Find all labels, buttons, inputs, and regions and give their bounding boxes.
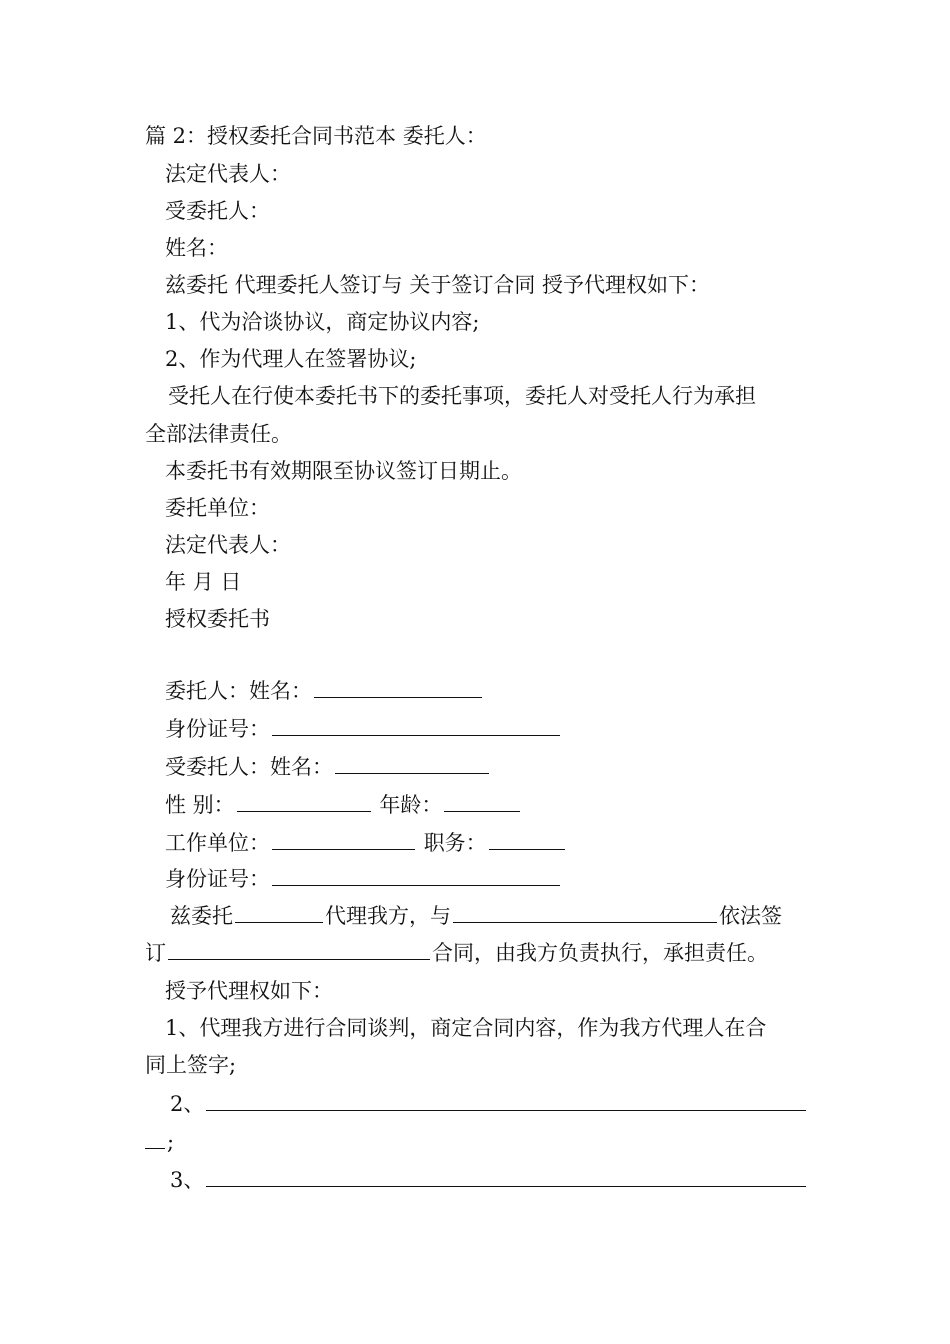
principal-name-row	[165, 673, 484, 710]
grant-item-3-label: 3、	[170, 1168, 205, 1192]
name-label: 姓名：	[165, 236, 228, 260]
intro-paragraph: 兹委托 代理委托人签订与 关于签订合同 授予代理权如下：	[165, 273, 711, 297]
agent-name-row	[165, 749, 491, 786]
grant-heading: 授予代理权如下：	[165, 979, 333, 1003]
work-unit-blank[interactable]	[272, 827, 415, 850]
gender-label: 性 别：	[165, 793, 235, 817]
age-blank[interactable]	[444, 789, 520, 812]
work-unit-label: 工作单位：	[165, 831, 270, 855]
principal-name-blank[interactable]	[314, 675, 482, 698]
grant-item-1-line2: 同上签字;	[145, 1053, 237, 1077]
responsibility-paragraph-line2: 全部法律责任。	[145, 422, 292, 446]
legal-representative-label: 法定代表人：	[165, 162, 291, 186]
authorization-text-3: 依法签	[719, 904, 782, 928]
grant-item-2-continuation	[145, 1124, 174, 1161]
id-number-row-2	[165, 861, 562, 898]
authorization-text-5: 合同，由我方负责执行，承担责任。	[432, 941, 768, 965]
age-label: 年龄：	[379, 793, 443, 817]
id-number-label-2: 身份证号：	[165, 867, 270, 891]
authorization-text-1: 兹委托	[170, 904, 233, 928]
authorization-line-2	[145, 935, 768, 972]
id-number-label-1: 身份证号：	[165, 717, 270, 741]
agent-name-blank[interactable]	[335, 751, 489, 774]
section-title: 授权委托书	[165, 607, 270, 631]
legal-representative-label-2: 法定代表人：	[165, 533, 291, 557]
trustee-label: 受委托人：	[165, 199, 270, 223]
grant-item-2-blank-cont[interactable]	[145, 1126, 165, 1149]
grant-item-2-row	[170, 1086, 808, 1123]
grant-item-3-row	[170, 1162, 808, 1199]
item-1: 1、代为洽谈协议，商定协议内容;	[165, 310, 480, 334]
work-unit-row	[165, 825, 567, 862]
responsibility-paragraph-line1: 受托人在行使本委托书下的委托事项，委托人对受托人行为承担	[168, 384, 756, 408]
item-2: 2、作为代理人在签署协议;	[165, 347, 417, 371]
grant-item-2-blank[interactable]	[206, 1088, 806, 1111]
authorization-blank-3[interactable]	[168, 937, 430, 960]
principal-name-label: 委托人：姓名：	[165, 679, 312, 703]
grant-item-2-end: ;	[167, 1130, 175, 1154]
authorization-text-2: 代理我方，与	[325, 904, 451, 928]
grant-item-3-blank[interactable]	[206, 1164, 806, 1187]
duty-label: 职务：	[423, 831, 487, 855]
grant-item-2-label: 2、	[170, 1092, 205, 1116]
id-number-blank-1[interactable]	[272, 713, 560, 736]
unit-label: 委托单位：	[165, 496, 270, 520]
duty-blank[interactable]	[489, 827, 565, 850]
gender-blank[interactable]	[237, 789, 371, 812]
id-number-blank-2[interactable]	[272, 863, 560, 886]
validity-paragraph: 本委托书有效期限至协议签订日期止。	[165, 459, 522, 483]
date-line: 年 月 日	[165, 570, 242, 594]
authorization-blank-2[interactable]	[453, 900, 717, 923]
grant-item-1-line1: 1、代理我方进行合同谈判，商定合同内容，作为我方代理人在合	[165, 1016, 767, 1040]
agent-name-label: 受委托人：姓名：	[165, 755, 333, 779]
authorization-line-1	[170, 898, 782, 935]
authorization-text-4: 订	[145, 941, 166, 965]
authorization-blank-1[interactable]	[235, 900, 323, 923]
id-number-row-1	[165, 711, 562, 748]
gender-age-row	[165, 787, 522, 824]
document-heading: 篇 2：授权委托合同书范本 委托人：	[145, 124, 487, 148]
